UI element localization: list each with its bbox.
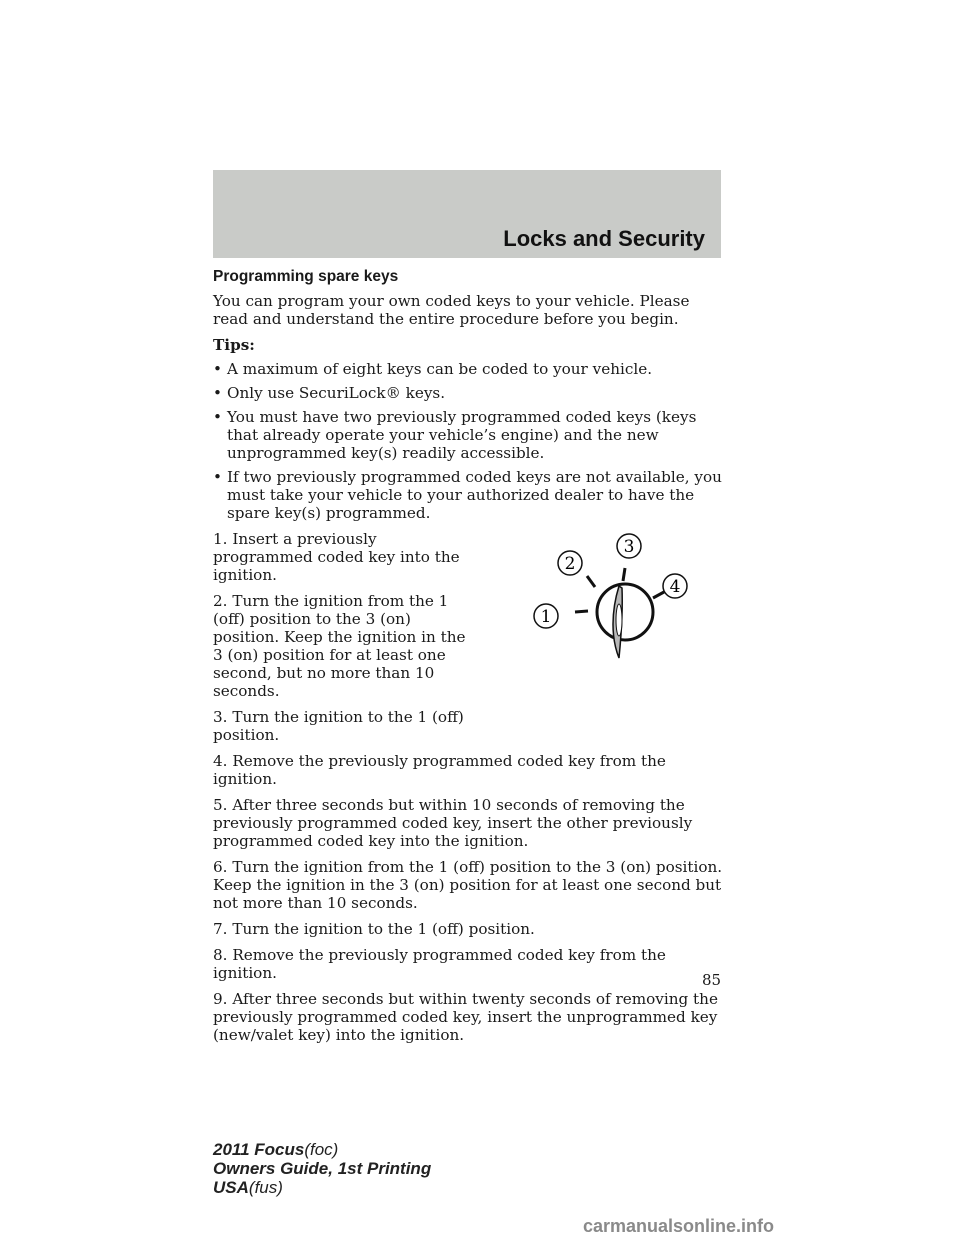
step-item: 7. Turn the ignition to the 1 (off) position. [213, 920, 535, 938]
tip-item: • You must have two previously programmed coded keys (keys that already operate your vehicle’s engine) and the new unprogrammed key(s) readily accessible. [213, 408, 728, 462]
intro-paragraph: You can program your own coded keys to your vehicle. Please read and understand the entire procedure before you begin. [213, 292, 690, 328]
tips-list [213, 360, 728, 522]
step-item: 4. Remove the previously programmed coded key from the ignition. [213, 752, 666, 788]
tip-item: • If two previously programmed coded keys are not available, you must take your vehicle to your authorized dealer to have the spare key(s) programmed. [213, 468, 728, 522]
watermark: carmanualsonline.info [583, 1216, 775, 1236]
print-footer [213, 1140, 431, 1197]
footer-model: 2011 Focus [213, 1140, 305, 1159]
section-heading: Programming spare keys [213, 268, 399, 285]
step-item: 2. Turn the ignition from the 1 (off) position to the 3 (on) position. Keep the ignition in the 3 (on) position for at least one second, but no more than 10 seconds. [213, 592, 466, 700]
footer-market-code: (fus) [248, 1178, 283, 1197]
step-item: 1. Insert a previously programmed coded key into the ignition. [213, 530, 460, 584]
tip-item: • Only use SecuriLock® keys. [213, 384, 728, 402]
step-item: 5. After three seconds but within 10 seconds of removing the previously programmed coded key, insert the other previously programmed coded key into the ignition. [213, 796, 693, 850]
page-content [213, 268, 728, 1052]
page-number: 85 [702, 971, 722, 989]
position-4-label: 4 [669, 577, 681, 597]
position-3-tick [623, 568, 625, 581]
position-2-label: 2 [564, 554, 576, 574]
footer-printing: Owners Guide, 1st Printing [213, 1159, 432, 1178]
position-3-label: 3 [623, 537, 635, 557]
position-1-label: 1 [540, 607, 552, 627]
header-band [213, 170, 721, 258]
position-2-tick [587, 576, 595, 587]
step-item: 6. Turn the ignition from the 1 (off) position to the 3 (on) position. Keep the ignition in the 3 (on) position for at least one second but not more than 10 seconds. [213, 858, 723, 912]
steps-list [213, 752, 728, 1044]
footer-market: USA [213, 1178, 249, 1197]
key-slot [616, 604, 622, 636]
footer-model-code: (foc) [304, 1140, 339, 1159]
step-item: 9. After three seconds but within twenty seconds of removing the previously programmed coded key, insert the unprogrammed key (new/valet key) into the ignition. [213, 990, 718, 1044]
position-4-tick [653, 592, 664, 598]
tips-label: Tips: [213, 336, 255, 354]
steps-with-diagram [213, 530, 728, 752]
ignition-diagram [518, 532, 718, 662]
ignition-cylinder [597, 584, 653, 640]
tip-item: • A maximum of eight keys can be coded to your vehicle. [213, 360, 728, 378]
step-item: 8. Remove the previously programmed coded key from the ignition. [213, 946, 666, 982]
section-title: Locks and Security [503, 226, 705, 251]
steps-column [213, 530, 478, 752]
position-1-tick [575, 611, 588, 612]
step-item: 3. Turn the ignition to the 1 (off) position. [213, 708, 464, 744]
